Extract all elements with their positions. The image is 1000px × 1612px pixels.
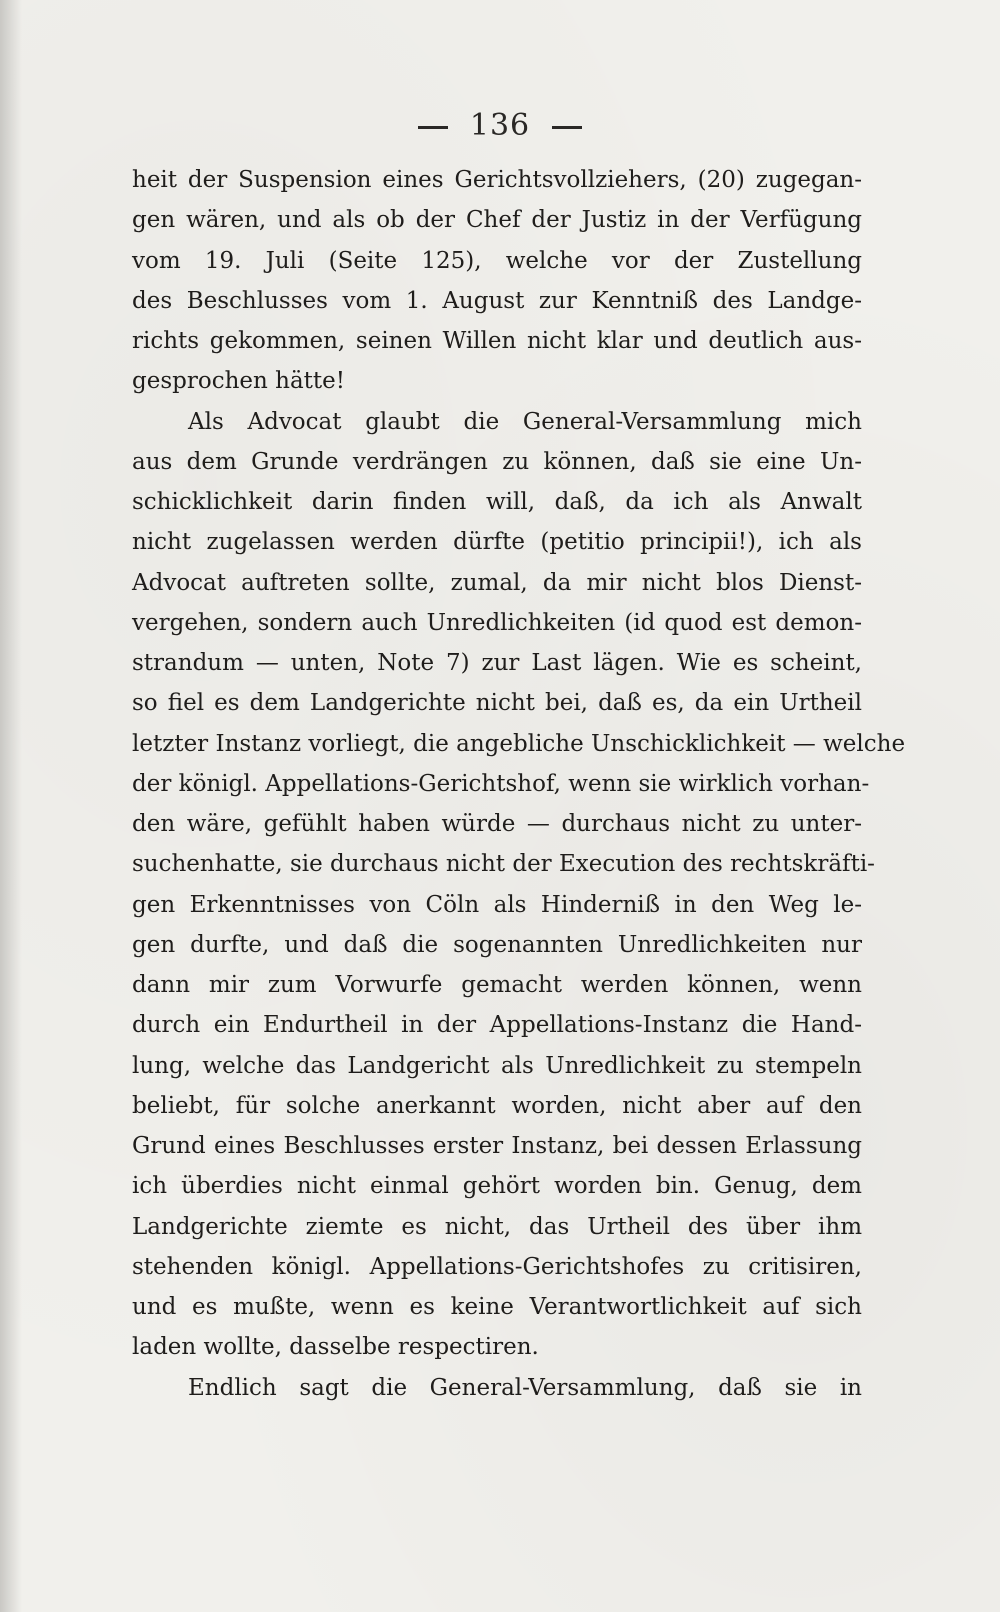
right-dash [552, 126, 582, 129]
text-line: letzter Instanz vorliegt, die angebliche Unschicklichkeit — welche [132, 730, 906, 757]
text-line: des Beschlusses vom 1. August zur Kenntniß des Landge- [132, 287, 862, 314]
text-line: gen wären, und als ob der Chef der Justiz in der Verfügung [132, 207, 862, 234]
paragraph-start-line: Endlich sagt die General-Versammlung, daß sie in [188, 1374, 862, 1401]
text-line: den wäre, gefühlt haben würde — durchaus nicht zu unter- [132, 811, 862, 837]
text-line: gen Erkenntnisses von Cöln als Hinderniß in den Weg le- [132, 891, 862, 918]
text-line: lung, welche das Landgericht als Unredlichkeit zu stempeln [132, 1052, 862, 1079]
page-gutter-shadow [0, 0, 22, 1612]
text-line: ich überdies nicht einmal gehört worden bin. Genug, dem [132, 1173, 862, 1200]
text-line: der königl. Appellations-Gerichtshof, wenn sie wirklich vorhan- [132, 770, 870, 797]
text-line: nicht zugelassen werden dürfte (petitio principii!), ich als [132, 529, 862, 556]
text-line: suchenhatte, sie durchaus nicht der Execution des rechtskräfti- [132, 851, 875, 878]
text-line: Advocat auftreten sollte, zumal, da mir nicht blos Dienst- [132, 569, 862, 596]
text-line: Grund eines Beschlusses erster Instanz, bei dessen Erlassung [132, 1133, 862, 1159]
left-dash [418, 126, 448, 129]
text-line: strandum — unten, Note 7) zur Last lägen. Wie es scheint, [132, 650, 862, 676]
text-line: Landgerichte ziemte es nicht, das Urtheil des über ihm [132, 1213, 862, 1240]
text-line: dann mir zum Vorwurfe gemacht werden können, wenn [132, 972, 862, 998]
text-line: durch ein Endurtheil in der Appellations-Instanz die Hand- [132, 1012, 862, 1039]
text-line: richts gekommen, seinen Willen nicht klar und deutlich aus- [132, 328, 862, 354]
text-line: und es mußte, wenn es keine Verantwortlichkeit auf sich [132, 1294, 862, 1320]
paragraph-start-line: Als Advocat glaubt die General-Versammlung mich [188, 408, 862, 435]
page-header [0, 108, 1000, 143]
text-line: so fiel es dem Landgerichte nicht bei, daß es, da ein Urtheil [132, 690, 862, 717]
text-line: vergehen, sondern auch Unredlichkeiten (id quod est demon- [132, 609, 862, 636]
text-line: beliebt, für solche anerkannt worden, nicht aber auf den [132, 1092, 862, 1119]
text-line: aus dem Grunde verdrängen zu können, daß sie eine Un- [132, 448, 862, 475]
text-line: vom 19. Juli (Seite 125), welche vor der Zustellung [132, 247, 862, 274]
body-text [132, 160, 906, 1408]
text-line: schicklichkeit darin finden will, daß, da ich als Anwalt [132, 489, 862, 515]
text-line: gesprochen hätte! [132, 368, 345, 395]
text-line: heit der Suspension eines Gerichtsvollziehers, (20) zugegan- [132, 167, 862, 193]
text-line: laden wollte, dasselbe respectiren. [132, 1334, 539, 1361]
text-line: gen durfte, und daß die sogenannten Unredlichkeiten nur [132, 931, 862, 958]
page-number: 136 [469, 108, 531, 143]
text-line: stehenden königl. Appellations-Gerichtshofes zu critisiren, [132, 1253, 862, 1280]
